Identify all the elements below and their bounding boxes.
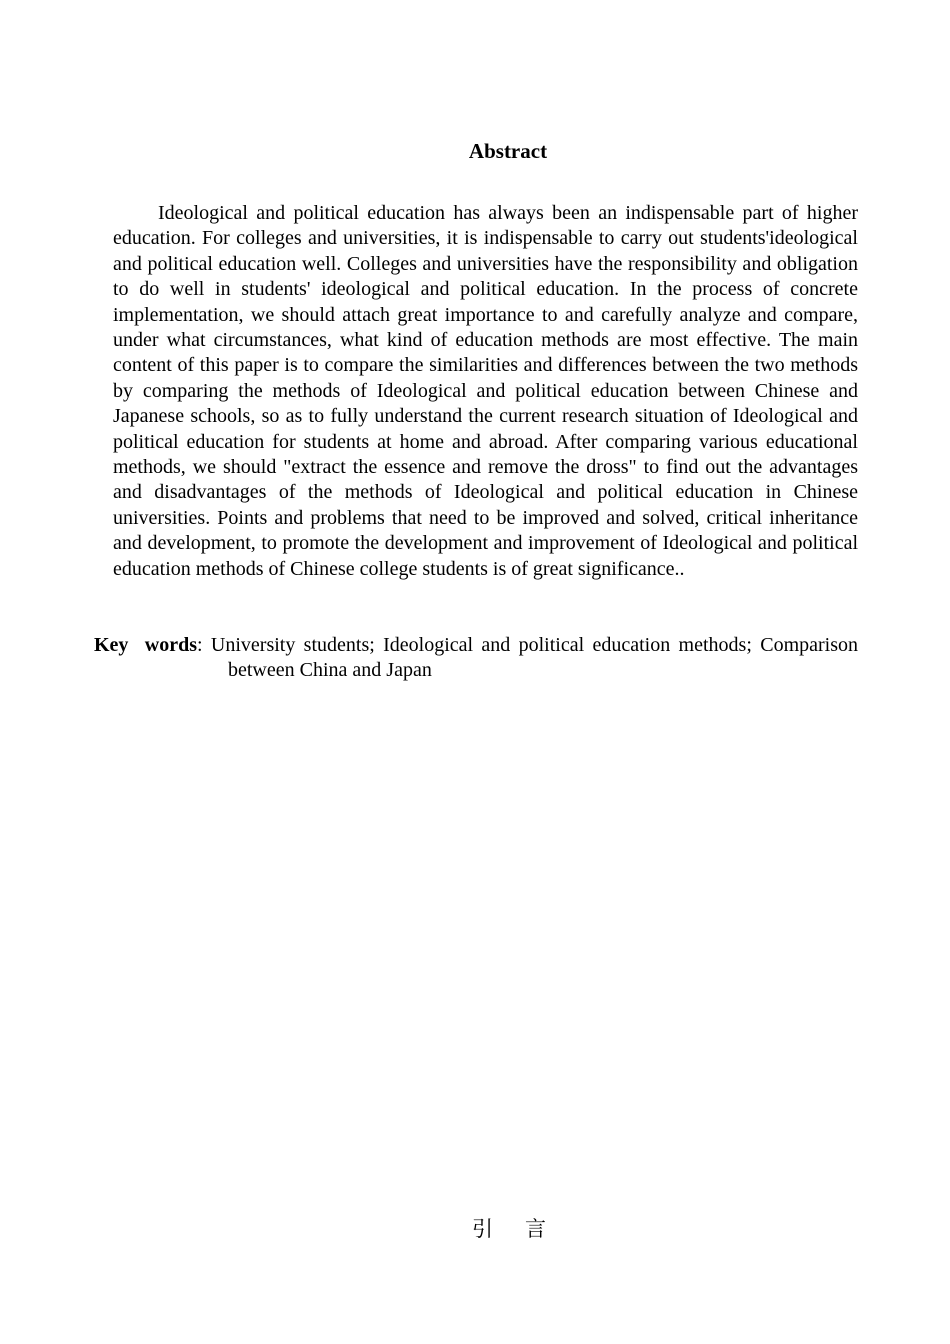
abstract-body: Ideological and political education has always been an indispensable part of higher education. For colleges and universities, it is indispensable to carry out students'ideological and political education well. Colleges and universities have the responsibility and obligation to do well in students' ideological and political education. In the process of concrete implementation, we should attach great importance to and carefully analyze and compare, under what circumstances, what kind of education methods are most effective. The main content of this paper is to compare the similarities and differences between the two methods by comparing the methods of Ideological and political education between Chinese and Japanese schools, so as to fully understand the current research situation of Ideological and political education for students at home and abroad. After comparing various educational methods, we should "extract the essence and remove the dross" to find out the advantages and disadvantages of the methods of Ideological and political education in Chinese universities. Points and problems that need to be improved and solved, critical inheritance and development, to promote the development and improvement of Ideological and political education methods of Chinese college students is of great significance..	[113, 202, 858, 580]
keywords-label: Key words	[94, 634, 197, 656]
keywords-line	[94, 633, 858, 684]
keywords-separator: :	[197, 634, 203, 656]
introduction-heading: 引言	[472, 1217, 578, 1241]
keywords-text: University students; Ideological and political education methods; Comparison between China and Japan	[210, 634, 858, 682]
abstract-title: Abstract	[468, 139, 548, 163]
